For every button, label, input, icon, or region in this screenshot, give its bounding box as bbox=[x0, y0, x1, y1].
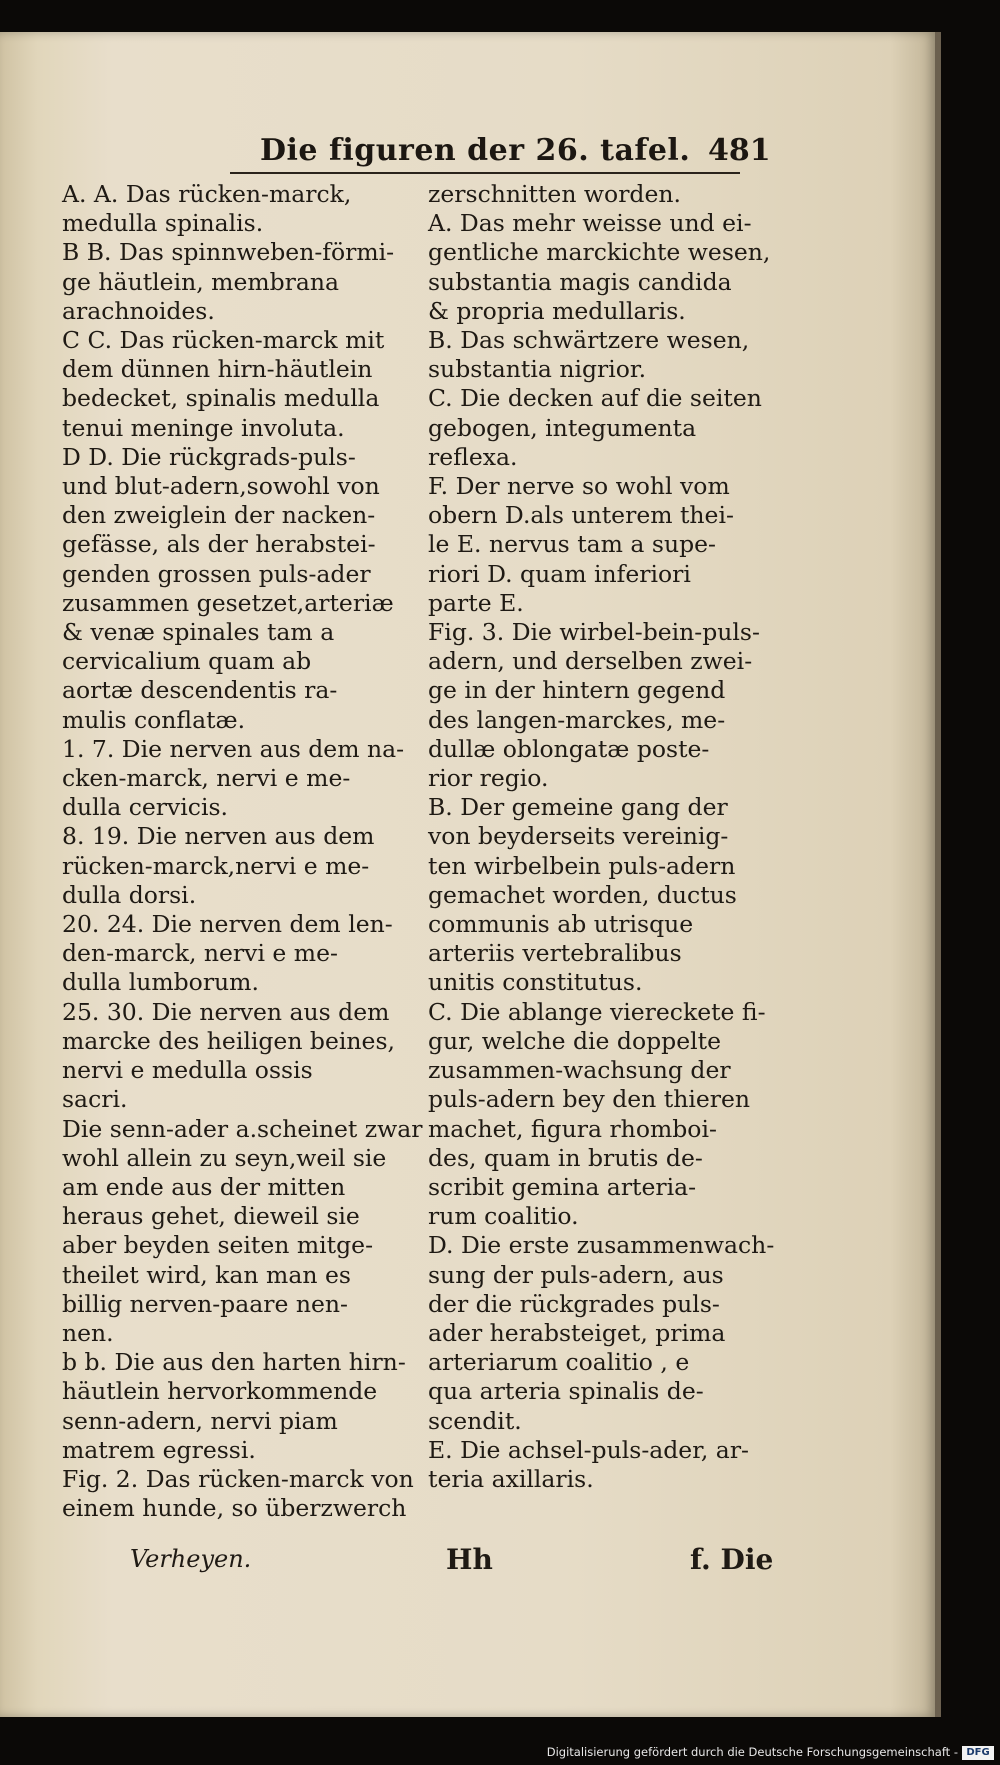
legend-entry bbox=[62, 734, 405, 823]
legend-line: puls-adern bey den thieren bbox=[428, 1085, 751, 1114]
digitization-credit-bar bbox=[0, 1731, 1000, 1765]
legend-line: dem dünnen hirn-häutlein bbox=[62, 355, 373, 384]
legend-line: communis ab utrisque bbox=[428, 910, 694, 939]
legend-line: marcke des heiligen beines, bbox=[62, 1026, 395, 1055]
legend-line: billig nerven-paare nen- bbox=[62, 1289, 348, 1318]
legend-line: arachnoides. bbox=[62, 296, 215, 325]
legend-line: reflexa. bbox=[428, 442, 518, 471]
legend-line: theilet wird, kan man es bbox=[62, 1260, 351, 1289]
legend-line: gur, welche die doppelte bbox=[428, 1026, 721, 1055]
legend-entry bbox=[62, 998, 402, 1115]
legend-line: cervicalium quam ab bbox=[62, 647, 312, 676]
legend-entry bbox=[62, 1464, 414, 1523]
legend-line: cken-marck, nervi e me- bbox=[62, 764, 351, 793]
legend-line: parte E. bbox=[428, 588, 524, 617]
legend-line: zusammen gesetzet,arteriæ bbox=[62, 588, 394, 617]
legend-entry bbox=[62, 443, 402, 735]
right-column bbox=[428, 180, 775, 1494]
legend-line: zusammen-wachsung der bbox=[428, 1056, 731, 1085]
legend-line: qua arteria spinalis de- bbox=[428, 1377, 704, 1406]
legend-line: tenui meninge involuta. bbox=[62, 413, 345, 442]
legend-line: dulla dorsi. bbox=[62, 880, 197, 909]
legend-entry bbox=[428, 384, 762, 472]
legend-line: gefässe, als der herabstei- bbox=[62, 530, 376, 559]
legend-line: arteriarum coalitio , e bbox=[428, 1348, 690, 1377]
legend-line: scribit gemina arteria- bbox=[428, 1172, 697, 1201]
legend-entry bbox=[62, 326, 402, 443]
legend-line: senn-adern, nervi piam bbox=[62, 1406, 338, 1435]
legend-line: 20. 24. Die nerven dem len- bbox=[62, 910, 393, 939]
legend-line: aber beyden seiten mitge- bbox=[62, 1231, 374, 1260]
legend-line: sung der puls-adern, aus bbox=[428, 1260, 724, 1289]
legend-entry bbox=[428, 618, 760, 793]
legend-line: der die rückgrades puls- bbox=[428, 1289, 720, 1318]
legend-line: bedecket, spinalis medulla bbox=[62, 384, 380, 413]
legend-line: ten wirbelbein puls-adern bbox=[428, 851, 736, 880]
page-edge bbox=[935, 32, 941, 1717]
legend-line: von beyderseits vereinig- bbox=[428, 822, 729, 851]
legend-line: riori D. quam inferiori bbox=[428, 559, 691, 588]
legend-entry bbox=[428, 1436, 756, 1494]
legend-line: substantia magis candida bbox=[428, 267, 732, 296]
legend-line: sacri. bbox=[62, 1085, 128, 1114]
legend-entry bbox=[428, 472, 756, 618]
legend-line: ader herabsteiget, prima bbox=[428, 1318, 726, 1347]
signature-letter: Hh bbox=[446, 1543, 493, 1576]
legend-line: aortæ descendentis ra- bbox=[62, 676, 338, 705]
legend-entry bbox=[428, 326, 756, 384]
legend-line: C. Die ablange viereckete fi- bbox=[428, 997, 766, 1026]
legend-line: A. A. Das rücken-marck, bbox=[62, 180, 352, 208]
legend-line: am ende aus der mitten bbox=[62, 1172, 346, 1201]
legend-line: & propria medullaris. bbox=[428, 296, 686, 325]
legend-line: 1. 7. Die nerven aus dem na- bbox=[62, 734, 405, 763]
legend-line: unitis constitutus. bbox=[428, 968, 643, 997]
legend-line: gentliche marckichte wesen, bbox=[428, 238, 771, 267]
legend-entry bbox=[62, 238, 402, 326]
legend-line: B. Das schwärtzere wesen, bbox=[428, 326, 750, 355]
legend-entry bbox=[428, 209, 771, 326]
legend-line: dulla cervicis. bbox=[62, 793, 228, 822]
legend-line: und blut-adern,sowohl von bbox=[62, 472, 380, 501]
legend-line: adern, und derselben zwei- bbox=[428, 647, 753, 676]
legend-line: b b. Die aus den harten hirn- bbox=[62, 1348, 406, 1377]
legend-line: rum coalitio. bbox=[428, 1202, 579, 1231]
legend-line: mulis conflatæ. bbox=[62, 705, 246, 734]
signature-mark: Verheyen. bbox=[130, 1545, 252, 1573]
legend-entry bbox=[428, 793, 756, 997]
legend-line: ge häutlein, membrana bbox=[62, 267, 340, 296]
legend-entry bbox=[428, 997, 766, 1232]
legend-line: wohl allein zu seyn,weil sie bbox=[62, 1143, 387, 1172]
legend-line: dulla lumborum. bbox=[62, 968, 259, 997]
legend-entry bbox=[62, 910, 402, 998]
legend-entry bbox=[428, 1231, 775, 1435]
legend-line: nervi e medulla ossis bbox=[62, 1056, 313, 1085]
left-column bbox=[62, 180, 423, 1523]
legend-line: rior regio. bbox=[428, 764, 549, 793]
legend-line: nen. bbox=[62, 1318, 114, 1347]
legend-entry bbox=[62, 180, 402, 238]
legend-line: machet, figura rhomboi- bbox=[428, 1114, 717, 1143]
legend-line: teria axillaris. bbox=[428, 1464, 594, 1493]
running-head: Die figuren der 26. tafel. bbox=[260, 133, 691, 168]
dfg-logo: DFG bbox=[962, 1746, 994, 1760]
legend-line: den zweiglein der nacken- bbox=[62, 501, 376, 530]
catchword: f. Die bbox=[690, 1543, 774, 1576]
legend-line: B. Der gemeine gang der bbox=[428, 793, 728, 822]
legend-line: zerschnitten worden. bbox=[428, 180, 681, 208]
legend-line: gebogen, integumenta bbox=[428, 413, 697, 442]
legend-line: arteriis vertebralibus bbox=[428, 939, 682, 968]
legend-line: Fig. 3. Die wirbel-bein-puls- bbox=[428, 618, 760, 647]
legend-line: gemachet worden, ductus bbox=[428, 880, 737, 909]
legend-line: C. Die decken auf die seiten bbox=[428, 384, 762, 413]
legend-line: 8. 19. Die nerven aus dem bbox=[62, 822, 375, 851]
legend-line: einem hunde, so überzwerch bbox=[62, 1494, 407, 1523]
legend-line: & venæ spinales tam a bbox=[62, 618, 335, 647]
legend-entry bbox=[62, 1114, 423, 1349]
legend-line: 25. 30. Die nerven aus dem bbox=[62, 997, 390, 1026]
legend-line: den-marck, nervi e me- bbox=[62, 939, 338, 968]
legend-line: le E. nervus tam a supe- bbox=[428, 530, 716, 559]
legend-line: ge in der hintern gegend bbox=[428, 676, 726, 705]
legend-line: obern D.als unterem thei- bbox=[428, 501, 734, 530]
legend-line: A. Das mehr weisse und ei- bbox=[428, 209, 752, 238]
legend-line: des, quam in brutis de- bbox=[428, 1143, 703, 1172]
legend-line: matrem egressi. bbox=[62, 1435, 256, 1464]
legend-line: heraus gehet, dieweil sie bbox=[62, 1202, 360, 1231]
legend-line: D. Die erste zusammenwach- bbox=[428, 1231, 775, 1260]
legend-line: E. Die achsel-puls-ader, ar- bbox=[428, 1435, 749, 1464]
page-header bbox=[230, 133, 820, 169]
legend-line: rücken-marck,nervi e me- bbox=[62, 851, 370, 880]
digitization-credit-text: Digitalisierung gefördert durch die Deutsche Forschungsgemeinschaft - bbox=[546, 1745, 958, 1759]
legend-line: D D. Die rückgrads-puls- bbox=[62, 442, 356, 471]
legend-line: häutlein hervorkommende bbox=[62, 1377, 378, 1406]
legend-line: scendit. bbox=[428, 1406, 522, 1435]
legend-line: medulla spinalis. bbox=[62, 209, 264, 238]
legend-line: substantia nigrior. bbox=[428, 355, 647, 384]
legend-entry bbox=[428, 180, 756, 209]
legend-line: B B. Das spinnweben-förmi- bbox=[62, 238, 395, 267]
legend-line: Fig. 2. Das rücken-marck von bbox=[62, 1464, 414, 1493]
legend-entry bbox=[62, 822, 402, 910]
legend-line: F. Der nerve so wohl vom bbox=[428, 472, 730, 501]
legend-line: genden grossen puls-ader bbox=[62, 559, 371, 588]
page-footer bbox=[0, 1545, 937, 1585]
legend-line: C C. Das rücken-marck mit bbox=[62, 326, 385, 355]
legend-line: dullæ oblongatæ poste- bbox=[428, 734, 710, 763]
page-number: 481 bbox=[708, 133, 771, 168]
legend-line: Die senn-ader a.scheinet zwar bbox=[62, 1114, 423, 1143]
legend-line: des langen-marckes, me- bbox=[428, 705, 726, 734]
legend-entry bbox=[62, 1348, 406, 1465]
header-rule bbox=[230, 172, 740, 174]
